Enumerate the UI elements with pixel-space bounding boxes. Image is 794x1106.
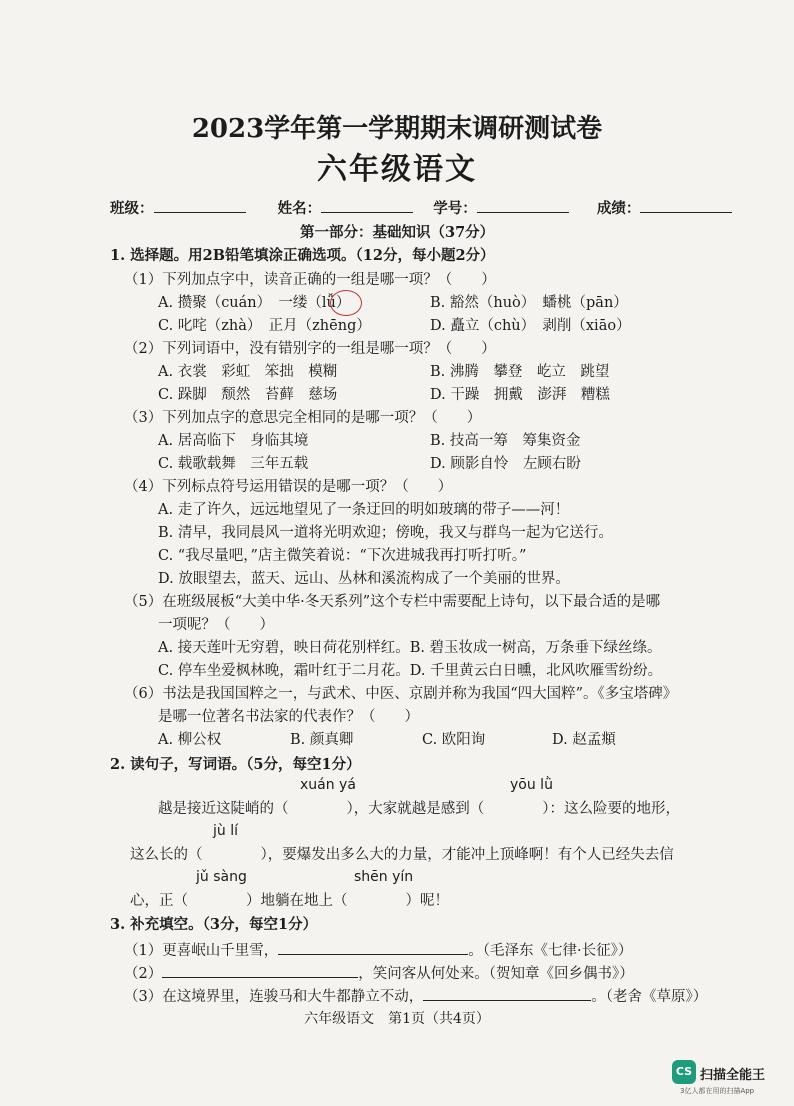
q1-1-option-a[interactable]: A. 攒聚（cuán） 一缕（lǚ） xyxy=(158,295,351,311)
q1-2-option-d[interactable]: D. 干躁 拥戴 澎湃 糟糕 xyxy=(430,387,610,403)
q1-5-stem-line1: （5）在班级展板“大美中华·冬天系列”这个专栏中需要配上诗句，以下最合适的是哪 xyxy=(124,594,661,610)
q2-heading: 2. 读句子，写词语。（5分，每空1分） xyxy=(110,756,361,773)
q1-3-option-a[interactable]: A. 居高临下 身临其境 xyxy=(158,433,309,449)
q1-5-options-ab[interactable]: A. 接天莲叶无穷碧，映日荷花别样红。B. 碧玉妆成一树高，万条垂下绿丝绦。 xyxy=(158,640,662,656)
q1-6-stem-line1: （6）书法是我国国粹之一，与武术、中医、京剧并称为我国“四大国粹”。《多宝塔碑》 xyxy=(124,686,678,702)
page-footer: 六年级语文 第1页（共4页） xyxy=(304,1011,490,1027)
q3-3-blank[interactable] xyxy=(423,986,591,1001)
q1-1-stem: （1）下列加点字中，读音正确的一组是哪一项？（ ） xyxy=(124,272,496,288)
q3-item2 xyxy=(124,963,634,983)
name-label: 姓名： xyxy=(277,200,322,217)
id-label: 学号： xyxy=(433,200,477,217)
q1-3-stem: （3）下列加点字的意思完全相同的是哪一项？（ ） xyxy=(124,410,482,426)
q1-6-option-c[interactable]: C. 欧阳询 xyxy=(422,732,486,748)
score-label: 成绩： xyxy=(596,200,641,217)
class-blank[interactable] xyxy=(154,198,246,213)
q1-2-option-b[interactable]: B. 沸腾 攀登 屹立 跳望 xyxy=(430,364,610,380)
q3-2-prefix: （2） xyxy=(124,966,163,982)
q2-sentence-line2: 这么长的（ ），要爆发出多么大的力量，才能冲上顶峰啊！有个人已经失去信 xyxy=(130,847,674,863)
q1-2-stem: （2）下列词语中，没有错别字的一组是哪一项？（ ） xyxy=(124,341,496,357)
watermark-name: 扫描全能王 xyxy=(700,1068,766,1083)
q3-3-suffix: 。（老舍《草原》） xyxy=(591,989,708,1005)
subject-title: 六年级语文 xyxy=(317,152,477,187)
q3-2-suffix: ，笑问客从何处来。（贺知章《回乡偶书》） xyxy=(358,966,634,982)
q1-4-stem: （4）下列标点符号运用错误的是哪一项？（ ） xyxy=(124,479,453,495)
q1-4-option-c[interactable]: C. “我尽量吧，”店主微笑着说：“下次进城我再打听打听。” xyxy=(158,548,527,564)
q1-6-option-d[interactable]: D. 赵孟頫 xyxy=(552,732,616,748)
q2-sentence-line1: 越是接近这陡峭的（ ），大家就越是感到（ ）：这么险要的地形， xyxy=(158,801,680,817)
q3-item1 xyxy=(124,940,632,960)
class-label: 班级： xyxy=(110,200,154,217)
q1-1-option-d[interactable]: D. 矗立（chù） 剥削（xiāo） xyxy=(430,318,631,334)
q1-3-option-d[interactable]: D. 顾影自怜 左顾右盼 xyxy=(430,456,581,472)
name-blank[interactable] xyxy=(321,198,413,213)
q1-1-option-b[interactable]: B. 豁然（huò） 蟠桃（pān） xyxy=(430,295,628,311)
pinyin-jusang: jǔ sàng xyxy=(196,869,247,885)
q3-1-blank[interactable] xyxy=(278,940,468,955)
q2-sentence-line3: 心，正（ ）地躺在地上（ ）呢！ xyxy=(130,893,449,909)
q1-6-option-a[interactable]: A. 柳公权 xyxy=(158,732,222,748)
q1-5-options-cd[interactable]: C. 停车坐爱枫林晚，霜叶红于二月花。D. 千里黄云白日曛，北风吹雁雪纷纷。 xyxy=(158,663,663,679)
pinyin-xuanya: xuán yá xyxy=(300,777,356,793)
q3-1-suffix: 。（毛泽东《七律·长征》） xyxy=(468,943,633,959)
q1-4-option-d[interactable]: D. 放眼望去，蓝天、远山、丛林和溪流构成了一个美丽的世界。 xyxy=(158,571,570,587)
q3-heading: 3. 补充填空。（3分，每空1分） xyxy=(110,916,318,933)
info-line xyxy=(110,198,732,218)
watermark-subtitle: 3亿人都在用的扫描App xyxy=(680,1087,755,1095)
q1-2-option-c[interactable]: C. 跺脚 颓然 苔藓 慈场 xyxy=(158,387,338,403)
q1-6-stem-line2: 是哪一位著名书法家的代表作？（ ） xyxy=(158,709,419,725)
q1-4-option-b[interactable]: B. 清早，我同晨风一道将光明欢迎；傍晚，我又与群鸟一起为它送行。 xyxy=(158,525,613,541)
q1-heading: 1. 选择题。用2B铅笔填涂正确选项。（12分，每小题2分） xyxy=(110,247,495,264)
q1-1-option-c[interactable]: C. 叱咤（zhà） 正月（zhēng） xyxy=(158,318,371,334)
pinyin-youlv: yōu lǜ xyxy=(510,777,553,793)
pinyin-juli: jù lí xyxy=(213,823,238,839)
camscanner-logo-icon: CS xyxy=(672,1060,696,1084)
handwritten-circle-mark xyxy=(330,290,362,316)
q3-3-prefix: （3）在这境界里，连骏马和大牛都静立不动， xyxy=(124,989,424,1005)
score-blank[interactable] xyxy=(640,198,732,213)
q1-6-option-b[interactable]: B. 颜真卿 xyxy=(290,732,354,748)
q1-3-option-c[interactable]: C. 载歌载舞 三年五载 xyxy=(158,456,309,472)
q1-2-option-a[interactable]: A. 衣裳 彩虹 笨拙 模糊 xyxy=(158,364,338,380)
exam-title: 2023学年第一学期期末调研测试卷 xyxy=(191,114,603,144)
q3-item3 xyxy=(124,986,707,1006)
part1-title: 第一部分：基础知识（37分） xyxy=(300,224,495,241)
q1-4-option-a[interactable]: A. 走了许久，远远地望见了一条迂回的明如玻璃的带子——河！ xyxy=(158,502,570,518)
pinyin-shenyin: shēn yín xyxy=(354,869,414,885)
q1-3-option-b[interactable]: B. 技高一筹 筹集资金 xyxy=(430,433,581,449)
id-blank[interactable] xyxy=(477,198,569,213)
q1-5-stem-line2: 一项呢？（ ） xyxy=(158,617,274,633)
q3-1-prefix: （1）更喜岷山千里雪， xyxy=(124,943,279,959)
q3-2-blank[interactable] xyxy=(162,963,358,978)
